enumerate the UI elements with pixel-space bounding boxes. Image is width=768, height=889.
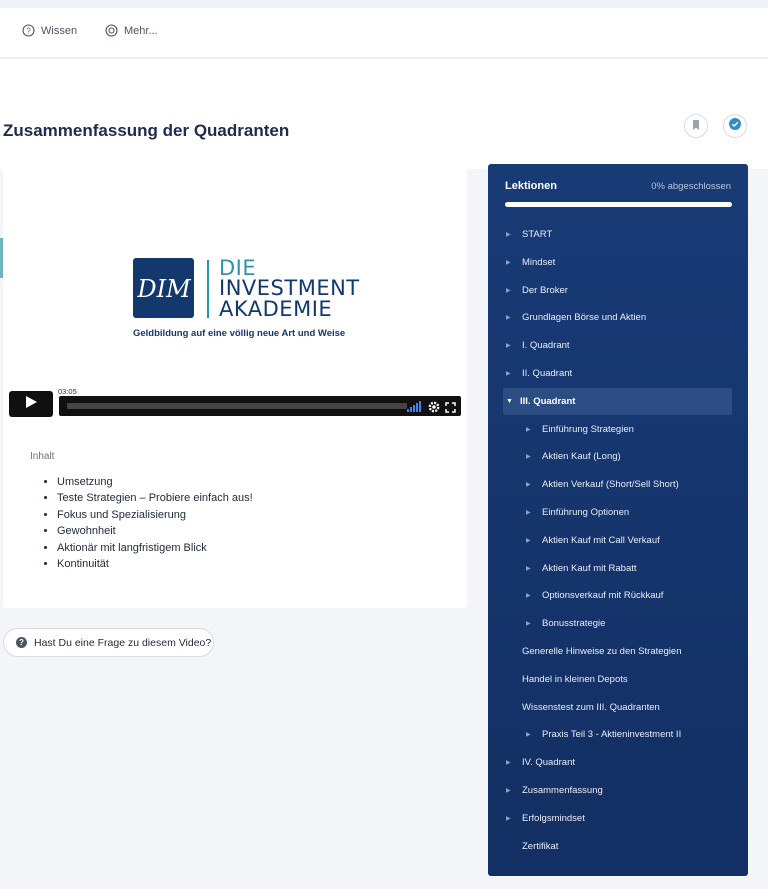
sidebar-item[interactable] (488, 221, 748, 248)
sidebar-item-label: START (522, 229, 553, 240)
chevron-right-icon: ▶ (506, 232, 511, 238)
logo-mark-text: DIM (136, 275, 191, 303)
video-timestamp: 03:05 (58, 387, 77, 396)
sidebar-subitem[interactable] (488, 527, 748, 554)
nav-item-mehr[interactable] (105, 24, 158, 37)
chevron-right-icon: ▶ (526, 482, 531, 489)
sidebar-item-label: Einführung Optionen (542, 507, 630, 518)
list-item: • Teste Strategien – Probiere einfach aus! (57, 490, 253, 506)
play-button[interactable] (9, 391, 53, 417)
sidebar-item[interactable] (488, 332, 748, 359)
sidebar-subitem[interactable] (488, 443, 748, 470)
sidebar-subitem[interactable] (488, 555, 748, 582)
chevron-right-icon: ▶ (526, 426, 531, 433)
target-icon (105, 24, 118, 37)
sidebar-progress-text: 0% abgeschlossen (651, 181, 731, 192)
sidebar-item-label: Aktien Kauf (Long) (542, 451, 621, 463)
sidebar-subitem[interactable] (488, 416, 748, 443)
sidebar-progress-bar (505, 202, 732, 207)
check-circle-icon (729, 117, 741, 135)
sidebar-item-label: Einführung Strategien (542, 423, 634, 435)
sidebar-item-label: Mindset (522, 256, 556, 268)
fullscreen-icon[interactable] (445, 400, 456, 418)
chevron-right-icon: ▶ (526, 537, 531, 544)
sidebar-item-label: Erfolgsmindset (522, 812, 585, 824)
list-item: • Aktionär mit langfristigem Blick (57, 540, 253, 556)
sidebar-item[interactable] (503, 388, 732, 415)
video-controls (9, 387, 461, 418)
chevron-right-icon: ▶ (506, 287, 511, 294)
sidebar-item-label: Zusammenfassung (522, 785, 603, 796)
chevron-right-icon: ▶ (506, 315, 511, 322)
academy-logo-mark (133, 258, 194, 318)
sidebar-item-label: Generelle Hinweise zu den Strategien (522, 646, 682, 657)
sidebar-item-label: Der Broker (522, 284, 568, 296)
sidebar-item-label: Bonusstrategie (542, 618, 606, 630)
logo-tagline: Geldbildung auf eine völlig neue Art und Weise (133, 328, 346, 339)
sidebar-item-label: Wissenstest zum III. Quadranten (522, 701, 660, 713)
content-heading: Inhalt (30, 451, 55, 462)
chevron-down-icon: ▼ (506, 397, 513, 405)
sidebar-item-label: Praxis Teil 3 - Aktieninvestment II (542, 729, 682, 741)
sidebar-item-label: I. Quadrant (522, 340, 570, 352)
page-title: Zusammenfassung der Quadranten (3, 121, 290, 140)
question-icon: ? (16, 637, 27, 648)
bookmark-button[interactable] (684, 114, 708, 138)
top-strip (0, 0, 768, 8)
ask-question-label: Hast Du eine Frage zu diesem Video? (34, 636, 212, 649)
ask-question-button[interactable] (3, 628, 214, 657)
chevron-right-icon: ▶ (526, 510, 531, 516)
logo-text-line1: DIE (219, 256, 257, 280)
sidebar-subitem[interactable] (488, 499, 748, 526)
chevron-right-icon: ▶ (526, 593, 531, 600)
header-band (0, 59, 768, 169)
sidebar-item-label: Aktien Verkauf (Short/Sell Short) (542, 479, 679, 491)
accent-marker (0, 238, 3, 278)
sidebar-item[interactable] (488, 694, 748, 721)
sidebar-item-label: Optionsverkauf mit Rückkauf (542, 590, 664, 602)
svg-text:?: ? (26, 26, 31, 36)
sidebar-item-label: II. Quadrant (522, 368, 573, 379)
sidebar-item[interactable] (488, 777, 748, 804)
sidebar-item[interactable] (488, 360, 748, 387)
chevron-right-icon: ▶ (506, 815, 511, 822)
chevron-right-icon: ▶ (526, 621, 531, 628)
chevron-right-icon: ▶ (506, 343, 511, 350)
sidebar-item[interactable] (488, 666, 748, 693)
list-item: • Fokus und Spezialisierung (57, 507, 253, 523)
logo-text-line2: INVESTMENT (219, 276, 360, 300)
sidebar-item[interactable] (488, 304, 748, 331)
chevron-right-icon: ▶ (506, 788, 511, 794)
nav-item-wissen[interactable] (22, 24, 77, 37)
sidebar-title: Lektionen (505, 180, 557, 192)
settings-gear-icon[interactable] (428, 400, 440, 418)
mark-complete-button[interactable] (723, 114, 747, 138)
list-item: • Gewohnheit (57, 523, 253, 539)
sidebar-item-label: Aktien Kauf mit Call Verkauf (542, 534, 660, 546)
sidebar-item-label: Aktien Kauf mit Rabatt (542, 562, 637, 574)
chevron-right-icon: ▶ (526, 732, 531, 739)
sidebar-item-label: Handel in kleinen Depots (522, 673, 628, 685)
sidebar-subitem[interactable] (488, 610, 748, 637)
bookmark-icon (692, 117, 700, 135)
chevron-right-icon: ▶ (526, 454, 531, 461)
sidebar-item-label: III. Quadrant (520, 395, 576, 407)
help-circle-icon (22, 24, 35, 37)
lessons-sidebar (488, 164, 748, 876)
nav-item-label: Mehr... (124, 24, 158, 37)
sidebar-subitem[interactable] (488, 721, 748, 748)
top-navigation (0, 8, 768, 58)
play-icon (24, 395, 38, 414)
sidebar-item-label: IV. Quadrant (522, 757, 575, 769)
chevron-right-icon: ▶ (506, 371, 511, 377)
chevron-right-icon: ▶ (526, 565, 531, 572)
sidebar-item[interactable] (488, 249, 748, 276)
logo-divider (207, 260, 209, 318)
sidebar-item[interactable] (488, 805, 748, 832)
sidebar-item-label: Grundlagen Börse und Aktien (522, 312, 647, 324)
sidebar-item[interactable] (488, 638, 748, 665)
nav-item-label: Wissen (41, 24, 78, 37)
video-progress-track[interactable] (67, 403, 407, 409)
chevron-right-icon: ▶ (506, 259, 511, 266)
sidebar-item[interactable] (488, 833, 748, 860)
sidebar-item[interactable] (488, 277, 748, 304)
content-bullet-list (44, 474, 253, 572)
volume-icon[interactable] (407, 400, 425, 412)
sidebar-item[interactable] (488, 749, 748, 776)
sidebar-subitem[interactable] (488, 471, 748, 498)
sidebar-item-label: Zertifikat (522, 840, 559, 852)
list-item: • Kontinuität (57, 556, 253, 572)
logo-text-line3: AKADEMIE (219, 297, 333, 321)
list-item: • Umsetzung (57, 474, 253, 490)
sidebar-subitem[interactable] (488, 582, 748, 609)
chevron-right-icon: ▶ (506, 760, 511, 767)
